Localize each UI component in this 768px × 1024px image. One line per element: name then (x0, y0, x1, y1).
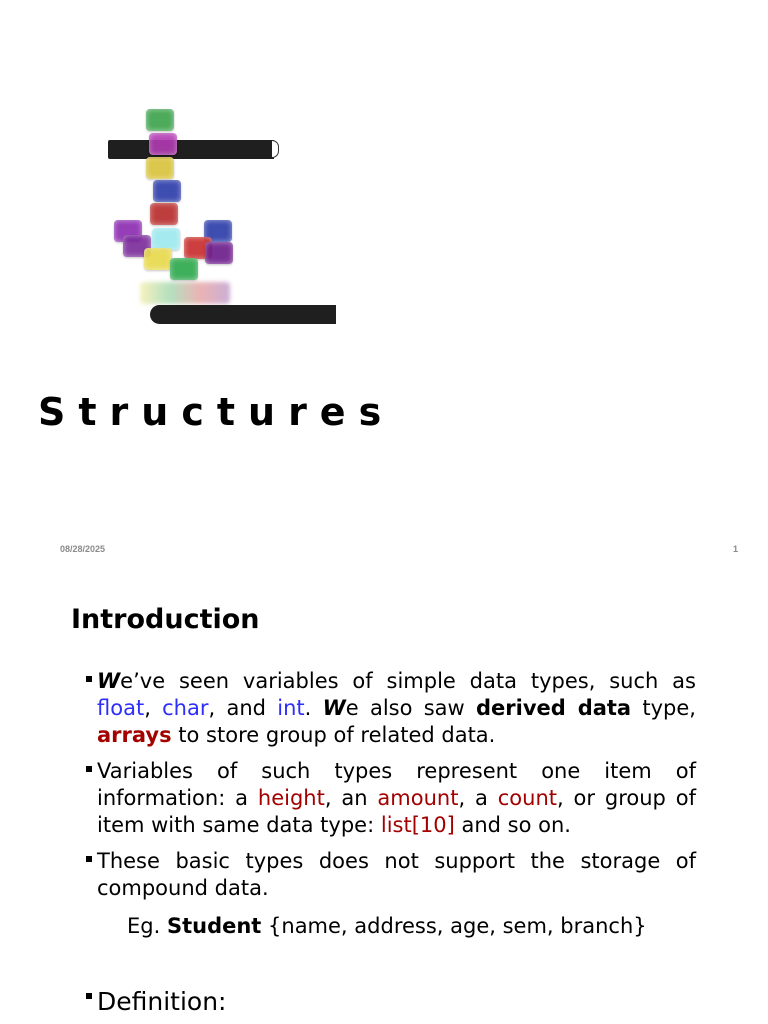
example-line (127, 914, 647, 938)
keyword-char: char (162, 696, 209, 720)
text-run: and so on. (454, 813, 571, 837)
example-fields: {name, address, age, sem, branch} (261, 914, 647, 938)
stacked-cubes-illustration (100, 100, 350, 330)
text-run: type, (631, 696, 696, 720)
example-prefix: Eg. (127, 914, 167, 938)
cube-green (146, 109, 174, 131)
cube-reflection (140, 282, 230, 304)
text-run: . (304, 696, 323, 720)
cube-purple (149, 133, 177, 155)
term-amount: amount (377, 786, 459, 810)
text-run: , and (208, 696, 278, 720)
definition-bullet: Definition: (86, 987, 226, 1016)
cube-cyan (152, 228, 180, 250)
bullet-item (86, 668, 696, 749)
cube-emerald (170, 258, 198, 280)
introduction-slide (0, 560, 768, 1024)
bullet-list (86, 668, 696, 911)
bullet-item (86, 758, 696, 839)
text-run: e also saw (345, 696, 476, 720)
text-run: Variables of such types represent one item of information: a (97, 759, 696, 810)
cube-blue (153, 180, 181, 202)
term-count: count (497, 786, 557, 810)
cube-grape (205, 242, 233, 264)
example-student: Student (166, 914, 262, 938)
text-run: , (144, 696, 163, 720)
term-height: height (257, 786, 325, 810)
cube-lemon (144, 248, 172, 270)
text-run: , or group of item with same data type: (97, 786, 696, 837)
bottom-bar (150, 305, 336, 324)
slide-title: Structures (38, 390, 395, 434)
term-list: list[10] (380, 813, 455, 837)
keyword-int: int (277, 696, 305, 720)
text-emphasis: W (97, 669, 121, 693)
keyword-float: float (97, 696, 145, 720)
text-run: to store group of related data. (171, 723, 496, 747)
bullet-item: These basic types does not support the storage of compound data. (86, 848, 696, 902)
text-emphasis: W (322, 696, 346, 720)
term-arrays: arrays (97, 723, 172, 747)
text-run: , an (324, 786, 378, 810)
slide-heading: Introduction (71, 604, 260, 635)
text-run: e’ve seen variables of simple data types, such as (120, 669, 696, 693)
text-run: , a (458, 786, 498, 810)
cube-yellow (146, 157, 174, 179)
slide-page-number: 1 (732, 544, 738, 554)
cube-red (150, 203, 178, 225)
top-bar (108, 140, 274, 159)
top-bar-cap (272, 140, 279, 158)
term-derived-data: derived data (475, 696, 632, 720)
slide-date: 08/28/2025 (60, 544, 106, 554)
